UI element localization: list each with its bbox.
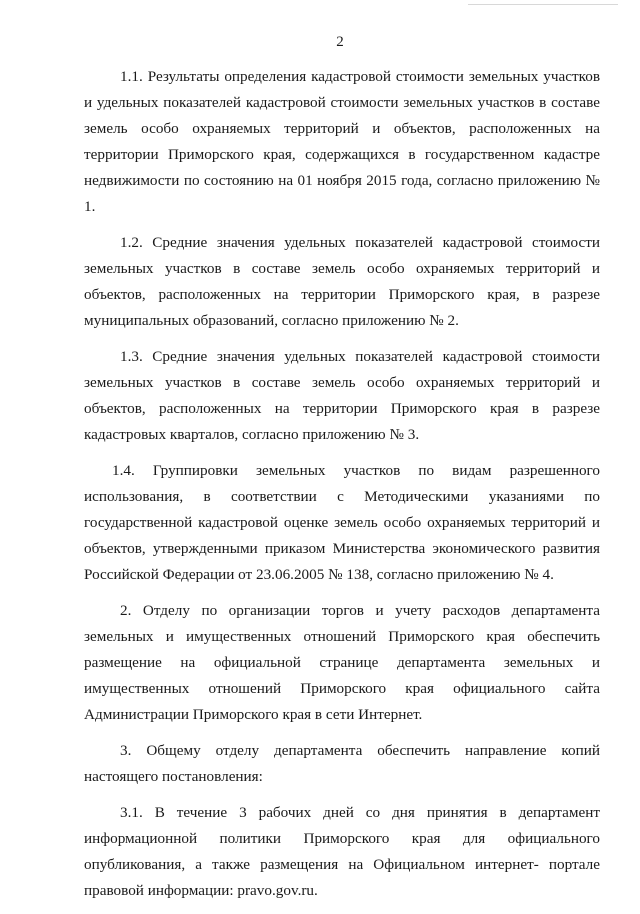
paragraph-3: 3. Общему отделу департамента обеспечить направление копий настоящего постановления:	[84, 742, 600, 785]
document-body	[84, 64, 600, 914]
paragraph-1-3: 1.3. Средние значения удельных показателей кадастровой стоимости земельных участков в составе земель особо охраняемых территорий и объектов, расположенных на территории Приморского края в разрезе кадастровых кварталов, согласно приложению № 3.	[84, 348, 600, 443]
paragraph-2: 2. Отделу по организации торгов и учету расходов департамента земельных и имущественных отношений Приморского края обеспечить размещение на официальной странице департамента земельных и имущественных отношений Приморского края официального сайта Администрации Приморского края в сети Интернет.	[84, 602, 600, 723]
paragraph-3-1: 3.1. В течение 3 рабочих дней со дня принятия в департамент информационной политики Приморского края для официального опубликования, а также размещения на Официальном интернет- портале правовой информации: pravo.gov.ru.	[84, 804, 600, 899]
scan-artifact-line	[468, 4, 618, 5]
paragraph-1-1: 1.1. Результаты определения кадастровой стоимости земельных участков и удельных показателей кадастровой стоимости земельных участков в составе земель особо охраняемых территорий и объектов, расположенных на территории Приморского края, содержащихся в государственном кадастре недвижимости по состоянию на 01 ноября 2015 года, согласно приложению № 1.	[84, 68, 600, 215]
paragraph-1-4: 1.4. Группировки земельных участков по видам разрешенного использования, в соответствии с Методическими указаниями по государственной кадастровой оценке земель особо охраняемых территорий и объектов, утвержденными приказом Министерства экономического развития Российской Федерации от 23.06.2005 № 138, согласно приложению № 4.	[84, 462, 600, 583]
page-number: 2	[336, 34, 344, 50]
paragraph-1-2: 1.2. Средние значения удельных показателей кадастровой стоимости земельных участков в составе земель особо охраняемых территорий и объектов, расположенных на территории Приморского края, в разрезе муниципальных образований, согласно приложению № 2.	[84, 234, 600, 329]
